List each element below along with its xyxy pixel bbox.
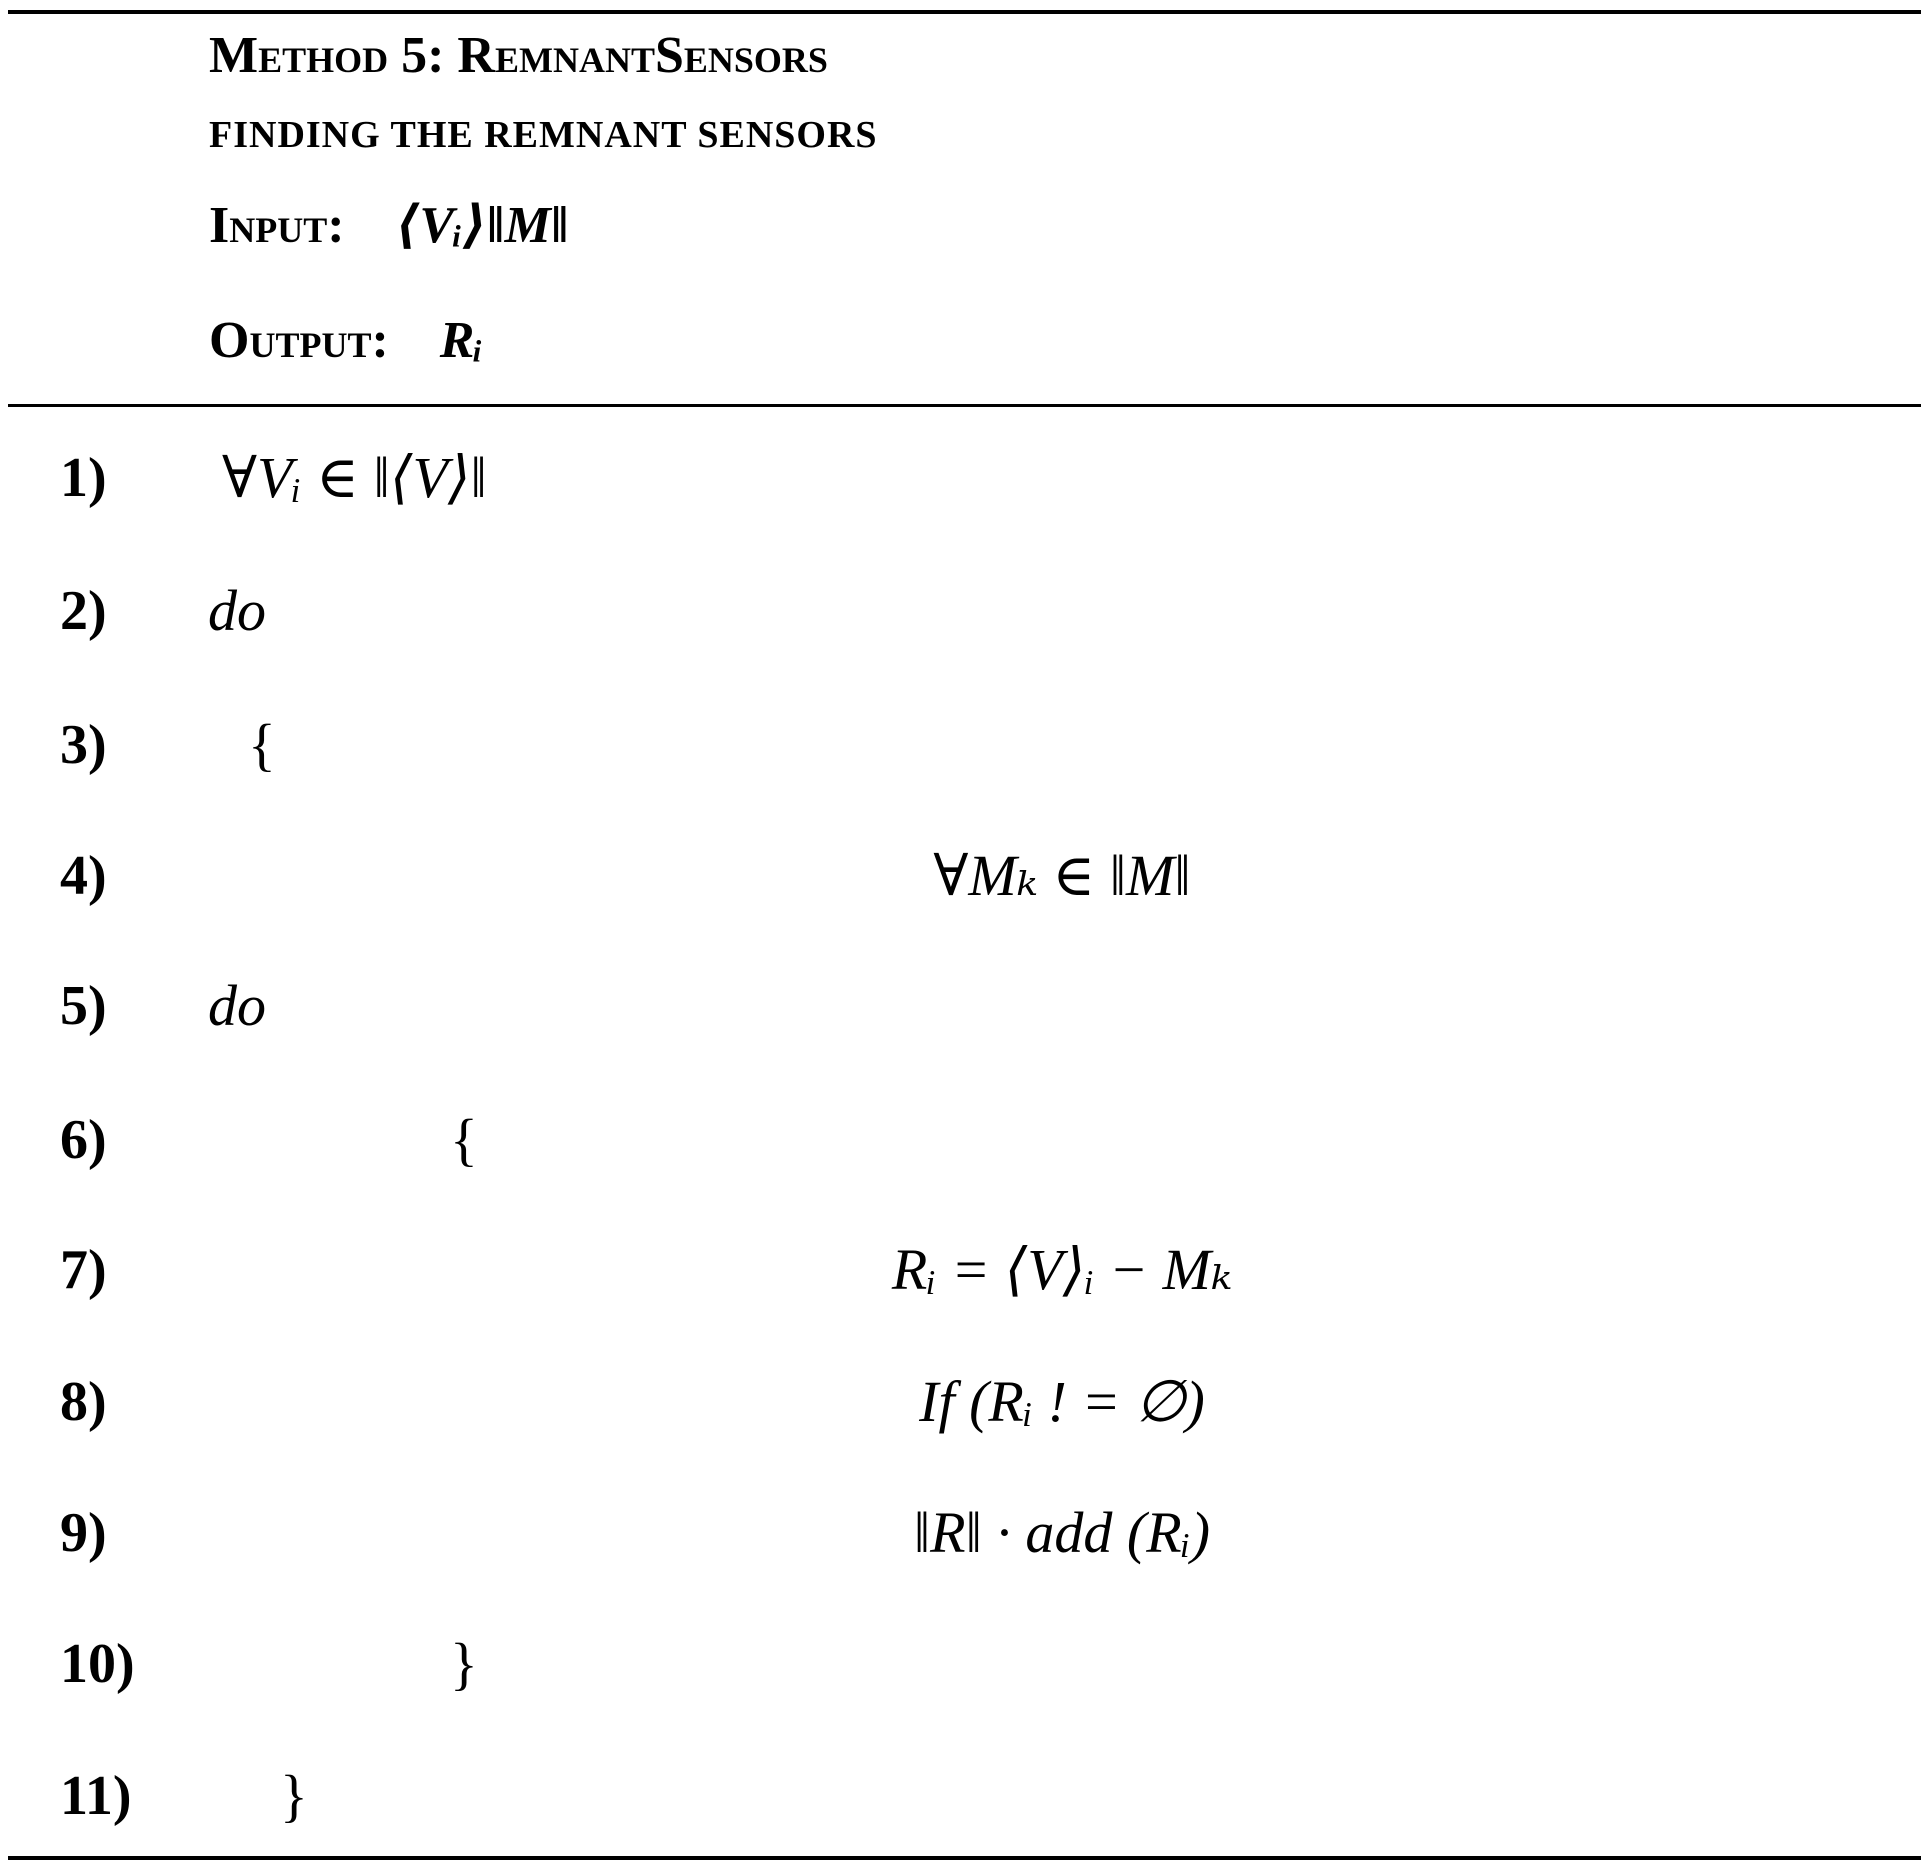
step-code: ∀Mₖ ∈ ‖M‖	[933, 843, 1191, 908]
step-9	[0, 1493, 1921, 1573]
step-2	[0, 571, 1921, 651]
step-number: 6)	[60, 1109, 107, 1171]
input-value: ⟨Vᵢ⟩‖M‖	[395, 197, 569, 254]
step-3	[0, 705, 1921, 785]
step-6	[0, 1100, 1921, 1180]
output-line	[209, 305, 483, 377]
step-5	[0, 966, 1921, 1046]
top-rule	[8, 10, 1921, 14]
step-number: 2)	[60, 580, 107, 642]
step-number: 10)	[60, 1633, 135, 1695]
step-number: 9)	[60, 1502, 107, 1564]
step-code: do	[208, 973, 266, 1038]
input-label: Input:	[209, 197, 345, 254]
method-title: Method 5: RemnantSensors	[209, 27, 828, 84]
step-code: {	[248, 712, 276, 777]
step-code: }	[450, 1631, 478, 1696]
step-number: 11)	[60, 1765, 132, 1827]
bottom-rule	[8, 1856, 1921, 1860]
step-1	[0, 438, 1921, 518]
step-number: 8)	[60, 1371, 107, 1433]
step-11	[0, 1756, 1921, 1836]
step-8	[0, 1362, 1921, 1442]
output-value: Rᵢ	[439, 312, 484, 369]
step-number: 5)	[60, 975, 107, 1037]
step-code: }	[280, 1763, 308, 1828]
step-number: 1)	[60, 447, 107, 509]
step-10	[0, 1624, 1921, 1704]
step-number: 7)	[60, 1239, 107, 1301]
step-code: {	[450, 1107, 478, 1172]
method-subtitle: FINDING THE REMNANT SENSORS	[209, 114, 878, 156]
step-code: do	[208, 578, 266, 643]
step-code: ∀Vᵢ ∈ ‖⟨V⟩‖	[222, 445, 487, 510]
step-code: Rᵢ = ⟨V⟩ᵢ − Mₖ	[891, 1237, 1233, 1302]
step-number: 4)	[60, 845, 107, 907]
header-separator-rule	[8, 404, 1921, 407]
step-code: ‖R‖ · add (Rᵢ)	[913, 1500, 1211, 1565]
input-line	[209, 190, 569, 262]
step-code: If (Rᵢ ! = ∅)	[919, 1369, 1205, 1434]
step-number: 3)	[60, 714, 107, 776]
output-label: Output:	[209, 312, 389, 369]
step-7	[0, 1230, 1921, 1310]
step-4	[0, 836, 1921, 916]
